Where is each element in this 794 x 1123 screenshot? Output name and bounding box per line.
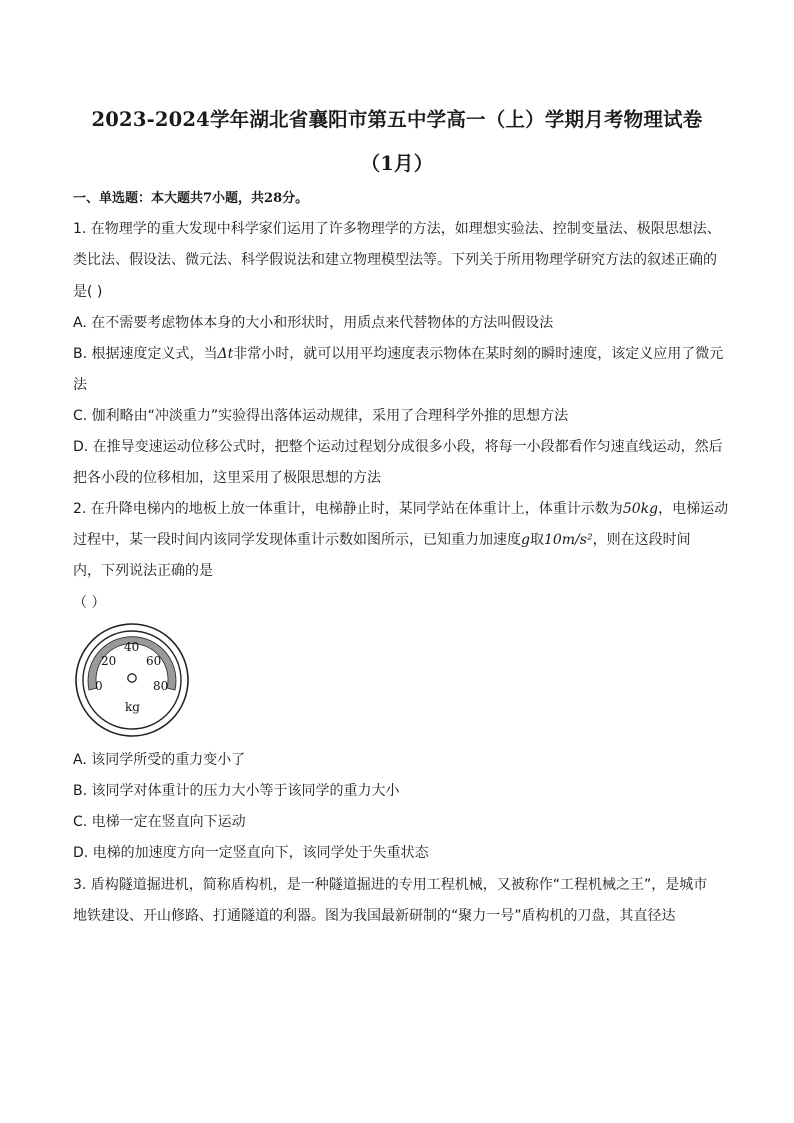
q2-stem-line-2: 过程中，某一段时间内该同学发现体重计示数如图所示，已知重力加速度g取10m/s²，则在这段时间 [73,532,691,548]
gauge-unit-label: kg [125,700,140,714]
exam-title-month: （1月） [360,152,434,175]
gauge-tick-40: 40 [124,640,140,654]
gauge-tick-80: 80 [153,679,169,693]
gauge-tick-20: 20 [101,654,117,668]
q1-option-d-line-2: 把各小段的位移相加，这里采用了极限思想的方法 [73,470,381,486]
gauge-pointer-pivot [128,674,136,682]
q1-option-b: B. 根据速度定义式，当Δt非常小时，就可以用平均速度表示物体在某时刻的瞬时速度，该定义应用了微元 [73,346,724,362]
q1-option-d-line-1: D. 在推导变速运动位移公式时，把整个运动过程划分成很多小段，将每一小段都看作匀速直线运动，然后 [73,439,723,455]
q2-option-b: B. 该同学对体重计的压力大小等于该同学的重力大小 [73,783,400,799]
q2-stem-line-1: 2. 在升降电梯内的地板上放一体重计，电梯静止时，某同学站在体重计上，体重计示数为50kg，电梯运动 [73,501,729,517]
q2-answer-paren: （ ） [73,595,106,611]
q3-stem-line-2: 地铁建设、开山修路、打通隧道的利器。图为我国最新研制的“聚力一号”盾构机的刀盘，其直径达 [73,908,676,924]
exam-title: 2023-2024学年湖北省襄阳市第五中学高一（上）学期月考物理试卷 [91,108,703,131]
gauge-tick-0: 0 [95,679,103,693]
q1-stem-line-3: 是( ) [73,284,103,300]
gauge-tick-60: 60 [146,654,162,668]
q2-option-c: C. 电梯一定在竖直向下运动 [73,814,246,830]
q3-stem-line-1: 3. 盾构隧道掘进机，简称盾构机，是一种隧道掘进的专用工程机械，又被称作“工程机械之王”，是城市 [73,877,708,893]
q1-option-b-cont: 法 [73,377,87,393]
q1-option-a: A. 在不需要考虑物体本身的大小和形状时，用质点来代替物体的方法叫假设法 [73,315,554,331]
q1-stem-line-1: 1. 在物理学的重大发现中科学家们运用了许多物理学的方法，如理想实验法、控制变量法、极限思想法、 [73,221,721,237]
section-heading: 一、单选题：本大题共7小题，共28分。 [73,191,309,206]
q2-stem-line-3: 内，下列说法正确的是 [73,563,213,579]
q2-option-a: A. 该同学所受的重力变小了 [73,752,246,768]
q1-option-c: C. 伽利略由“冲淡重力”实验得出落体运动规律，采用了合理科学外推的思想方法 [73,408,569,424]
weight-scale-gauge [74,622,190,738]
q2-option-d: D. 电梯的加速度方向一定竖直向下，该同学处于失重状态 [73,845,429,861]
q1-stem-line-2: 类比法、假设法、微元法、科学假说法和建立物理模型法等。下列关于所用物理学研究方法的叙述正确的 [73,252,717,268]
